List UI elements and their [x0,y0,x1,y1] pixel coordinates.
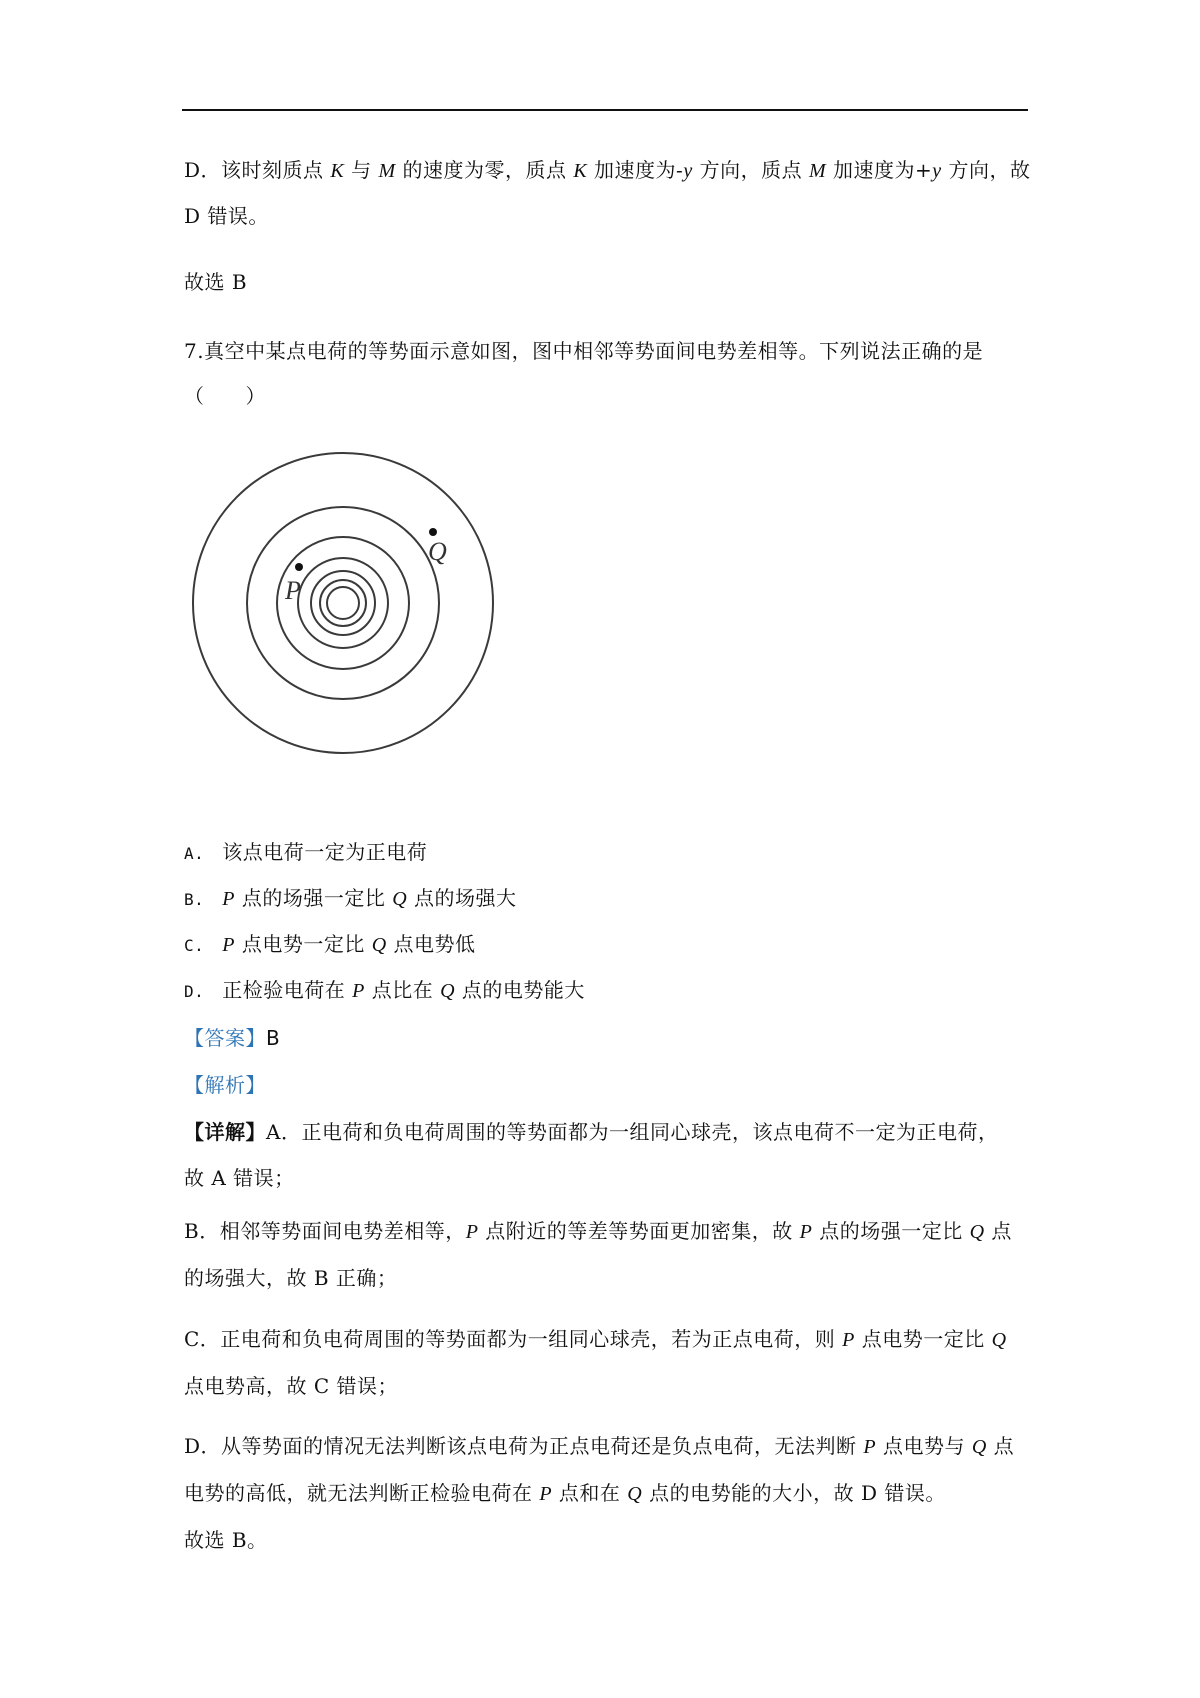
text: 加速度为- [587,158,684,182]
detail-d-line2 [184,1479,946,1508]
var-y: y [932,160,942,182]
var-y: y [683,160,693,182]
var-m: M [808,160,827,182]
var-p: P [352,980,365,1002]
var-p: P [539,1483,553,1505]
detail-d-line1 [184,1432,1014,1461]
text: 点的场强一定比 [812,1219,970,1243]
text: 点和在 [552,1481,628,1505]
var-q: Q [991,1329,1007,1351]
text: B．相邻等势面间电势差相等， [184,1219,466,1243]
text: D．从等势面的情况无法判断该点电荷为正点电荷还是负点电荷，无法判断 [184,1434,864,1458]
answer-row [184,1024,280,1052]
var-p: P [842,1329,855,1351]
var-m: M [378,160,396,182]
header-rule [182,109,1028,111]
var-q: Q [627,1483,643,1505]
answer-label: 【答案】 [184,1026,266,1050]
text: 的速度为零，质点 [395,158,574,182]
option-c [184,930,476,960]
equipotential-ring [247,507,439,699]
equipotential-figure [190,450,496,756]
option-text: 点比在 [364,978,441,1002]
option-letter: A. [184,844,205,863]
equipotential-ring [193,453,493,753]
option-letter: D. [184,982,205,1001]
question-stem: 7.真空中某点电荷的等势面示意如图，图中相邻等势面间电势差相等。下列说法正确的是 [184,339,984,363]
option-letter: B. [184,890,205,909]
option-d [184,976,585,1006]
var-p: P [222,888,235,910]
text: 点 [984,1219,1012,1243]
option-b [184,884,517,914]
option-a [184,838,427,868]
prev-d-line2: D 错误。 [184,204,269,228]
text: 点电势一定比 [854,1327,992,1351]
prev-choice: 故选 B [184,270,248,294]
var-q: Q [969,1221,985,1243]
var-p: P [222,934,235,956]
option-text: 点的场强一定比 [234,886,393,910]
point-q-dot [429,528,437,536]
var-p: P [863,1436,877,1458]
prev-d-line1 [184,156,1030,185]
label-q: Q [428,537,447,566]
point-p-dot [295,563,303,571]
label-p: P [285,576,301,605]
detail-c-line2: 点电势高，故 C 错误； [184,1374,399,1398]
var-q: Q [371,934,387,956]
var-k: K [573,160,588,182]
detail-label: 【详解】 [184,1120,266,1144]
var-k: K [330,160,345,182]
detail-a-line1 [184,1118,998,1146]
option-text: 该点电荷一定为正电荷 [222,840,428,864]
analysis-label: 【解析】 [184,1073,266,1097]
detail-b-line1 [184,1217,1012,1246]
text: 方向，故 [941,158,1031,182]
option-text: 点电势一定比 [234,932,372,956]
text: 与 [344,158,379,182]
text: D．该时刻质点 [184,158,331,182]
var-q: Q [392,888,408,910]
text: 加速度为+ [826,158,933,182]
var-q: Q [971,1436,987,1458]
text: 点 [986,1434,1015,1458]
question-blank: （ ） [184,384,266,408]
detail-b-line2: 的场强大，故 B 正确； [184,1266,398,1290]
var-p: P [799,1221,813,1243]
text: 点附近的等差等势面更加密集，故 [478,1219,800,1243]
equipotential-ring [327,587,359,619]
detail-conclusion: 故选 B。 [184,1528,268,1552]
text: A．正电荷和负电荷周围的等势面都为一组同心球壳，该点电荷不一定为正电荷， [266,1120,999,1144]
var-p: P [465,1221,479,1243]
answer-value: B [266,1026,281,1050]
text: C．正电荷和负电荷周围的等势面都为一组同心球壳，若为正点电荷，则 [184,1327,843,1351]
option-text: 点的场强大 [407,886,517,910]
text: 方向，质点 [692,158,809,182]
var-q: Q [440,980,456,1002]
text: 点的电势能的大小，故 D 错误。 [642,1481,946,1505]
detail-a-line2: 故 A 错误； [184,1166,295,1190]
option-text: 点电势低 [386,932,476,956]
text: 点电势与 [876,1434,972,1458]
detail-c-line1 [184,1325,1007,1354]
option-text: 正检验电荷在 [222,978,353,1002]
text: 电势的高低，就无法判断正检验电荷在 [184,1481,540,1505]
option-letter: C. [184,936,205,955]
option-text: 点的电势能大 [455,978,585,1002]
